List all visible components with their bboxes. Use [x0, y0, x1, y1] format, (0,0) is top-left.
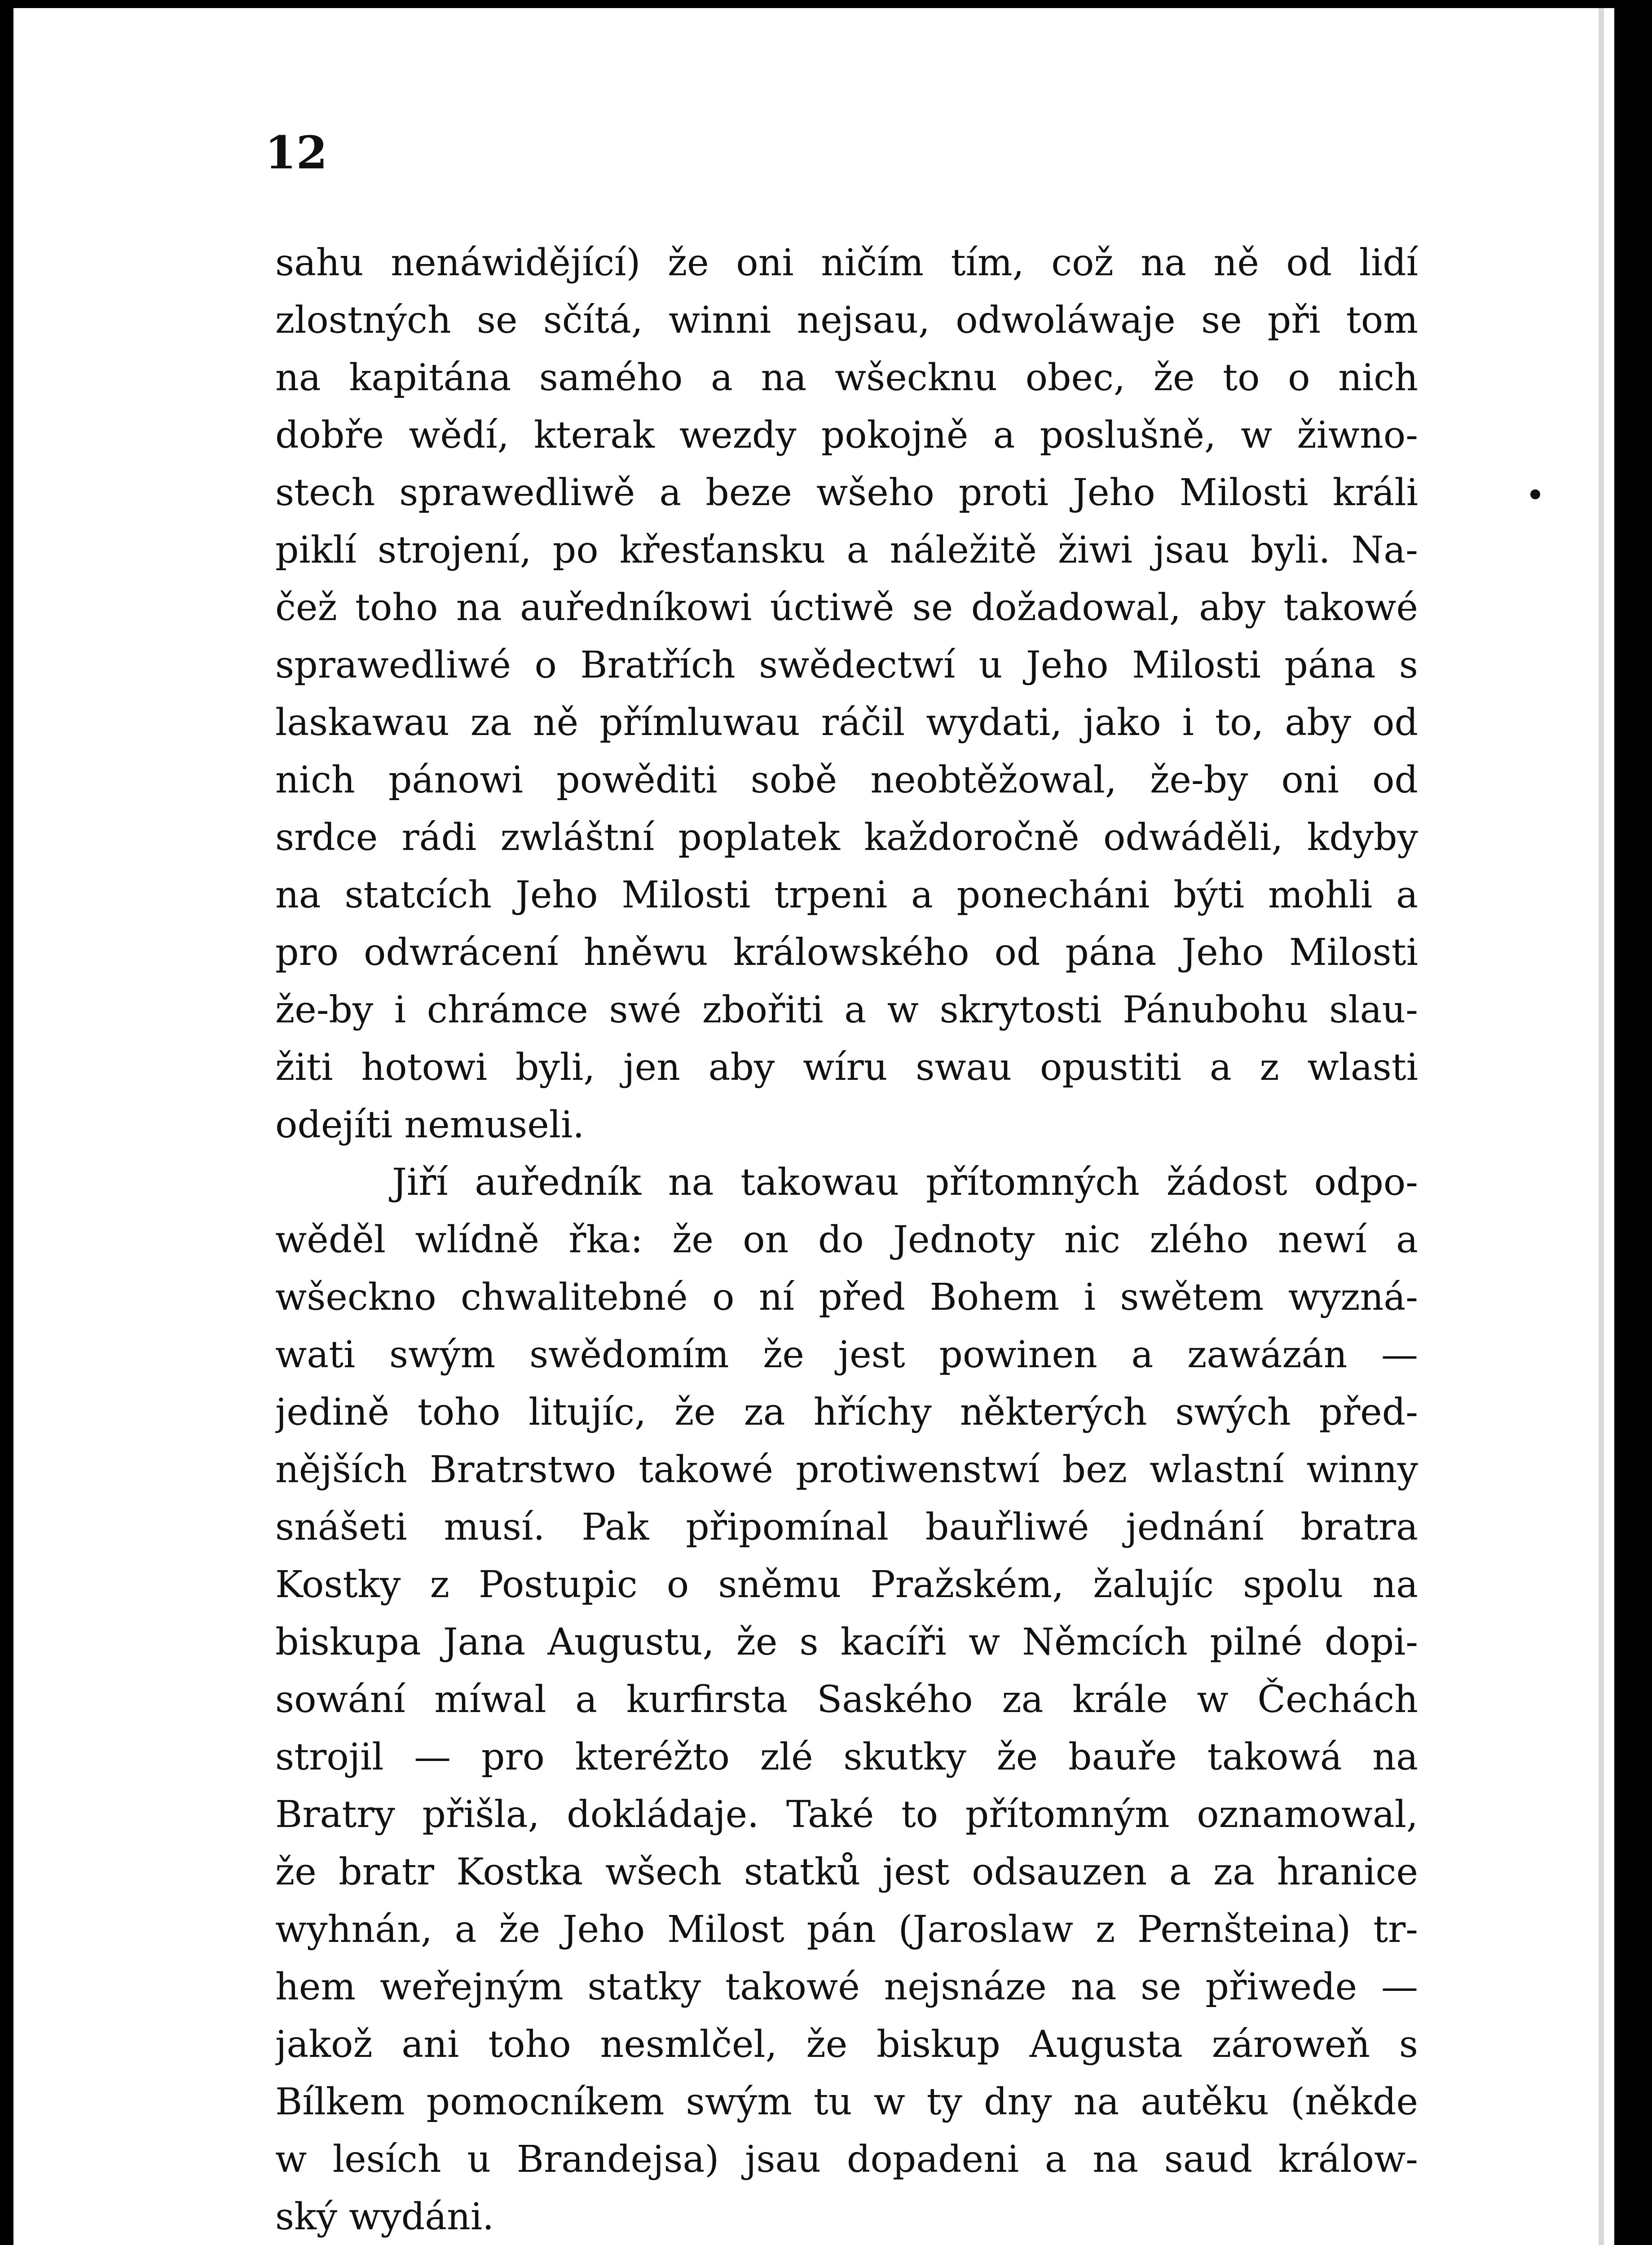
text-line: nich pánowi powěditi sobě neobtěžowal, že-by oni od [275, 759, 1418, 801]
page-number: 12 [265, 126, 328, 179]
text-line: na kapitána samého a na wšecknu obec, že to o nich [275, 357, 1418, 399]
text-line: laskawau za ně přímluwau ráčil wydati, jako i to, aby od [275, 701, 1418, 744]
text-line: wyhnán, a že Jeho Milost pán (Jaroslaw z Pernšteina) tr- [275, 1908, 1418, 1951]
text-line: wěděl wlídně řka: že on do Jednoty nic zlého newí a [275, 1219, 1418, 1261]
text-line: wšeckno chwalitebné o ní před Bohem i swětem wyzná- [275, 1276, 1418, 1319]
text-line: Bratry přišla, dokládaje. Také to přítomným oznamowal, [275, 1793, 1418, 1836]
text-line: jakož ani toho nesmlčel, že biskup Augusta zároweň s [275, 2023, 1418, 2066]
text-line: sowání míwal a kurfirsta Saského za krále w Čechách [275, 1678, 1418, 1721]
text-line: dobře wědí, kterak wezdy pokojně a poslušně, w žiwno- [275, 414, 1418, 457]
body-text [275, 234, 1418, 2245]
text-line: ský wydáni. [275, 2196, 494, 2238]
text-line: že bratr Kostka wšech statků jest odsauzen a za hranice [275, 1851, 1418, 1893]
text-line: strojil — pro kteréžto zlé skutky že bauře takowá na [275, 1736, 1418, 1778]
text-line: piklí strojení, po křesťansku a náležitě žiwi jsau byli. Na- [275, 529, 1418, 572]
ink-speck [1530, 489, 1540, 499]
text-line: w lesích u Brandejsa) jsau dopadeni a na saud králow- [275, 2138, 1418, 2181]
text-line: Bílkem pomocníkem swým tu w ty dny na autěku (někde [275, 2081, 1418, 2123]
page-gutter [1599, 8, 1604, 2245]
text-line: sprawedliwé o Bratřích swědectwí u Jeho Milosti pána s [275, 644, 1418, 687]
text-line: zlostných se sčítá, winni nejsau, odwoláwaje se při tom [275, 299, 1418, 342]
text-line: snášeti musí. Pak připomínal bauřliwé jednání bratra [275, 1506, 1418, 1549]
text-line: sahu nenáwidějící) že oni ničím tím, což na ně od lidí [275, 242, 1418, 284]
text-line: stech sprawedliwě a beze wšeho proti Jeho Milosti králi [275, 471, 1418, 514]
text-line: srdce rádi zwláštní poplatek každoročně odwáděli, kdyby [275, 816, 1418, 859]
text-line: nějších Bratrstwo takowé protiwenstwí bez wlastní winny [275, 1448, 1418, 1491]
text-line: na statcích Jeho Milosti trpeni a ponecháni býti mohli a [275, 874, 1418, 916]
book-page [13, 8, 1614, 2245]
text-line: žiti hotowi byli, jen aby wíru swau opustiti a z wlasti [275, 1046, 1418, 1089]
text-line: Kostky z Postupic o sněmu Pražském, žalujíc spolu na [275, 1563, 1418, 1606]
text-line: hem weřejným statky takowé nejsnáze na se přiwede — [275, 1966, 1418, 2008]
text-line: Jiří auředník na takowau přítomných žádost odpo- [392, 1161, 1418, 1204]
text-line: odejíti nemuseli. [275, 1104, 585, 1146]
text-line: jedině toho litujíc, že za hříchy některých swých před- [275, 1391, 1418, 1434]
text-line: že-by i chrámce swé zbořiti a w skrytosti Pánubohu slau- [275, 989, 1418, 1031]
text-line: pro odwrácení hněwu králowského od pána Jeho Milosti [275, 931, 1418, 974]
text-line: biskupa Jana Augustu, že s kacíři w Němcích pilné dopi- [275, 1621, 1418, 1664]
text-line: wati swým swědomím že jest powinen a zawázán — [275, 1334, 1418, 1376]
text-line: čež toho na auředníkowi úctiwě se dožadowal, aby takowé [275, 586, 1418, 629]
scan-border [1614, 0, 1652, 2245]
